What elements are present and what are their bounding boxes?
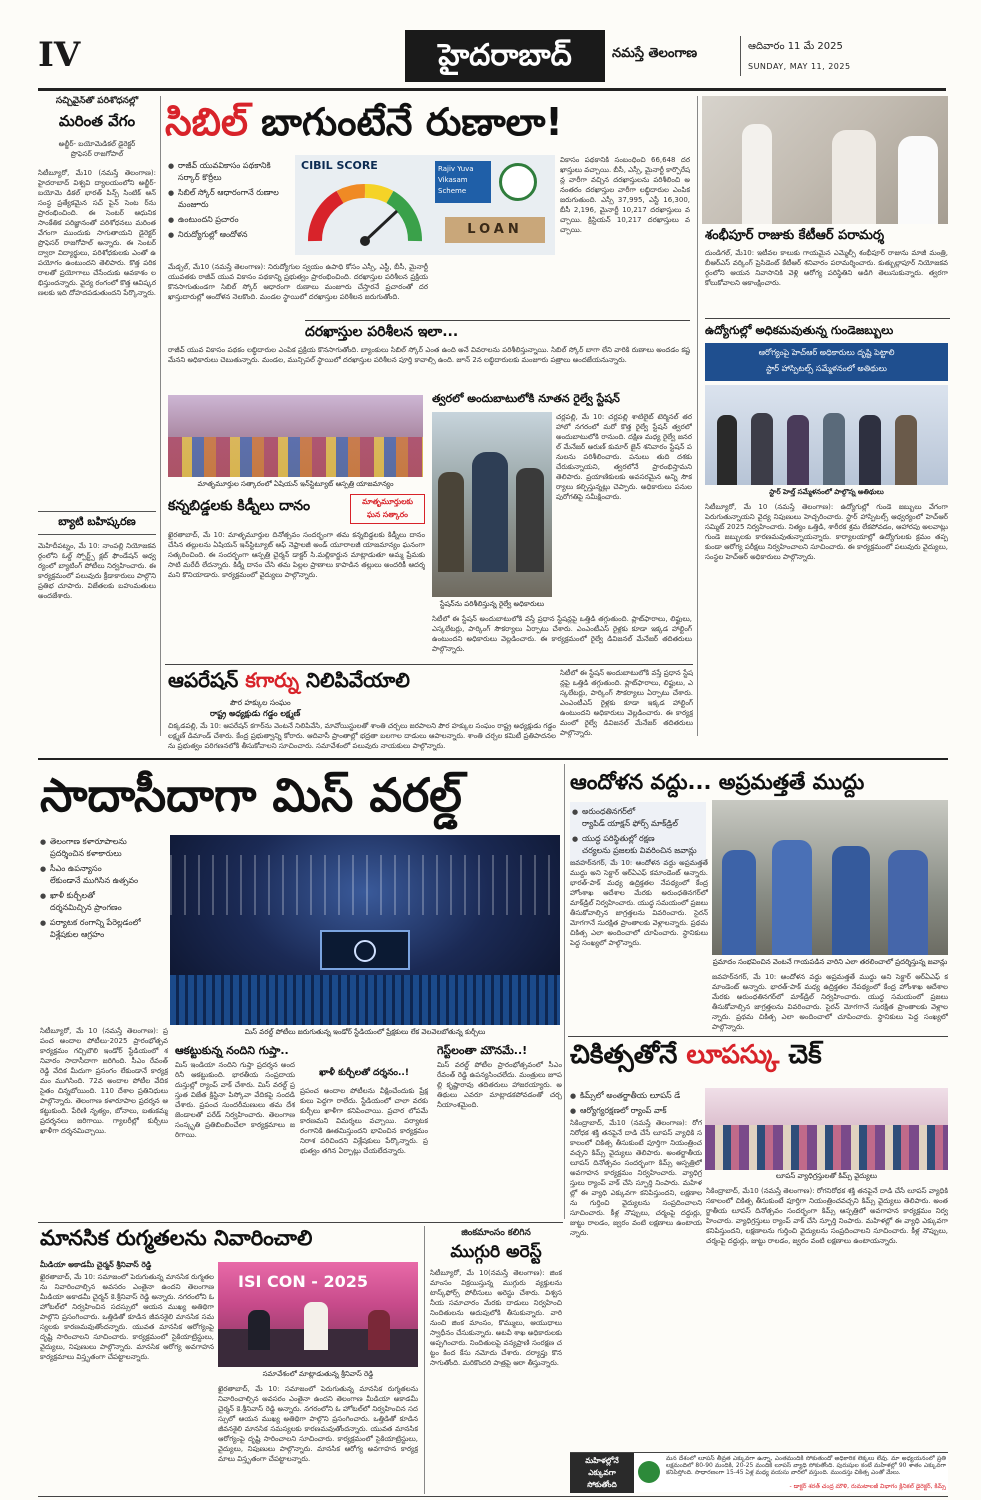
lupus-box-line-2: ఎక్కువగా	[588, 1468, 616, 1477]
left-headline: మరింత వేగం	[58, 112, 136, 130]
alert-photo	[712, 800, 948, 955]
lupus-box-line-3: సోకుతోంది	[587, 1480, 617, 1489]
miss-world-bullet: ● పర్యాటక రంగాన్ని పేరెల్లడంలో విశ్లేషకుల ఆగ్రహం	[40, 917, 168, 941]
lead-headline-red: సిబిల్	[165, 100, 248, 144]
left-sub-body: మెహిదీపట్నం, మే 10: నాంపల్లి నియోజకవర్గంలోని ఓల్డ్ స్పోర్ట్స్ క్లబ్ ఫౌండేషన్ ఆధ్వర్యంలో బ్యాటింగ్ పోటీలు నిర్వహించారు. ఈ కార్యక్రమంలో పలువురు క్రీడాకారులు పాల్గొని ప్రతిభ చూపారు. విజేతలకు బహుమతులు అందజేశారు.	[38, 542, 156, 600]
railway-photo-caption: స్టేషన్‌ను పరిశీలిస్తున్న రైల్వే అధికారులు	[439, 600, 545, 608]
section-title: హైదరాబాద్	[438, 38, 572, 73]
arrest-body: సిటీబ్యూరో, మే 10(నమస్తే తెలంగాణ): జింక మాంసం విక్రయిస్తున్న ముగ్గురు వ్యక్తులను టాస్క్‌ఫోర్స్ పోలీసులు అరెస్టు చేశారు. విశ్వసనీయ సమాచారం మేరకు దాడులు నిర్వహించి నిందితులను అదుపులోకి తీసుకున్నారు. వారి నుంచి జింక మాంసం, కొమ్ములు, ఆయుధాలు స్వాధీనం చేసుకున్నారు. అటవీ శాఖ అధికారులకు అప్పగించారు. నిందితులపై వన్యప్రాణి సంరక్షణ చట్టం కింద కేసు నమోదు చేశారు. దర్యాప్తు కొనసాగుతోంది. మరికొందరి పాత్రపై ఆరా తీస్తున్నారు.	[430, 1269, 562, 1367]
lead-headline-black: బాగుంటేనే రుణాలా!	[247, 100, 563, 144]
empty-chairs	[170, 975, 560, 1025]
scheme-label-1: Rajiv Yuva	[438, 165, 474, 173]
miss-world-photo	[170, 835, 560, 1025]
heart-photo-person	[859, 415, 881, 485]
miss-world-sub1: ఆకట్టుకున్న నందిని గుప్తా..	[175, 1044, 289, 1057]
railway-body: చర్లపల్లి, మే 10: చర్లపల్లి శాటిలైట్ టెర్మినల్ తరహాలో నగరంలో మరో కొత్త రైల్వే స్టేషన్ త్వరలో అందుబాటులోకి రానుంది. దక్షిణ మధ్య రైల్వే జనరల్ మేనేజర్ అరుణ్ కుమార్ జైన్ శనివారం స్టేషన్ పనులను పరిశీలించారు. పనులు తుది దశకు చేరుకున్నాయని, త్వరలోనే ప్రారంభిస్తామని తెలిపారు. ప్రయాణికులకు అవసరమైన అన్ని సౌకర్యాలు కల్పిస్తున్నట్లు చెప్పారు. అధికారులు పనుల పురోగతిపై సమీక్షించారు.	[556, 413, 692, 501]
miss-world-sub3-body: ప్రపంచ అందాల పోటీలను వీక్షించేందుకు ప్రేక్షకులు పెద్దగా రాలేదు. స్టేడియంలో చాలా వరకు కుర్చీలు ఖాళీగా కనిపించాయి. ప్రచార లోపమే కారణమని విమర్శలు వచ్చాయి. పర్యాటక రంగానికి ఊతమిస్తుందని భావించిన కార్యక్రమం నిరాశ పరిచిందని విశ్లేషకులు పేర్కొన్నారు. ప్రభుత్వం తగిన ఏర్పాట్లు చేయలేదన్నారు.	[300, 1087, 428, 1155]
alert-body-right: జవహర్‌నగర్, మే 10: ఆందోళన వద్దు అప్రమత్తతే ముద్దు అని సెక్టార్ ఆర్ఏఎఫ్ కమాండెంట్ అన్నారు. భారత్-పాక్ మధ్య ఉద్రిక్తతల నేపథ్యంలో కేంద్ర హోంశాఖ ఆదేశాల మేరకు అరుంధతినగర్‌లో మాక్‌డ్రిల్ నిర్వహించారు. యుద్ధ సమయంలో ప్రజలు తీసుకోవాల్సిన జాగ్రత్తలను వివరించారు. సైరన్ మోగగానే సురక్షిత ప్రాంతాలకు వెళ్లాలన్నారు. ప్రథమ చికిత్స ఎలా అందించాలో చూపించారు. స్థానికులు పెద్ద సంఖ్యలో పాల్గొన్నారు.	[712, 973, 948, 1031]
kagar-deck-2: రాష్ట్ర అధ్యక్షుడు గడ్డం లక్ష్మణ్	[210, 709, 301, 718]
masthead-rule	[38, 88, 946, 91]
mental-top-rule	[38, 1222, 563, 1223]
left-column	[38, 96, 156, 736]
miss-world-sub2-body: మిస్ వరల్డ్ పోటీల ప్రారంభోత్సవంలో సీఎం రేవంత్ రెడ్డి ఉపన్యసించలేదు. మంత్రులు జూపల్లి కృష్ణారావు తదితరులు హాజరయ్యారు. అతిథులు ఎవరూ మాట్లాడకపోవడంతో చర్చనీయాంశమైంది.	[437, 1061, 562, 1109]
miss-world-photo-caption: మిస్ వరల్డ్ పోటీలు జరుగుతున్న ఇండోర్ స్టేడియంలో ప్రేక్షకులు లేక వెలవెలబోతున్న కుర్చీలు	[244, 1028, 486, 1036]
alert-photo-jawan	[722, 850, 756, 955]
left-kicker: సచ్చివైన్‌తో పరిశోధనల్లో	[55, 96, 139, 106]
lupus-box-credit: - డాక్టర్ శరత్ చంద్ర మౌళి, రుమటాలజీ విభాగం క్లినికల్ డైరెక్టర్, కిమ్స్	[789, 1483, 946, 1490]
stage-screen	[320, 930, 410, 970]
railway-photo-person	[438, 472, 464, 572]
section-title-banner	[405, 30, 605, 82]
cibil-graphic	[295, 155, 555, 255]
left-byline-2: ప్రొఫెసర్ రాజగోపాల్	[70, 150, 124, 158]
miss-world-sub2: గెస్ట్‌లంతా మౌనమే..!	[437, 1044, 528, 1057]
mental-photo	[218, 1262, 418, 1367]
lead-headline	[165, 100, 690, 150]
miss-world-sub1-body: మిస్ ఇండియా నందిని గుప్తా ప్రదర్శన అందరినీ ఆకట్టుకుంది. భారతీయ సంప్రదాయ దుస్తుల్లో ర్యాంప్ వాక్ చేశారు. మిస్ వరల్డ్ ప్రస్తుత విజేత క్రిస్టినా పిస్కోవా వేదికపై సందడి చేశారు. ప్రపంచ సుందరీమణులు తమ దేశ జెండాలతో పరేడ్ నిర్వహించారు. తెలంగాణ సంస్కృతి ప్రతిబింబించేలా కార్యక్రమాలు జరిగాయి.	[175, 1061, 295, 1139]
kagar-deck-1: పౌర హక్కుల సంఘం	[230, 698, 291, 707]
lupus-box-icon	[638, 1461, 660, 1483]
ktr-body: దుండిగల్, మే10: ఇటీవల కాలుకు గాయమైన ఎమ్మెల్సీ శంభీపూర్ రాజును మాజీ మంత్రి, బీఆర్ఎస్ వర్కింగ్ ప్రెసిడెంట్ కేటీఆర్ శనివారం పరామర్శించారు. కుత్బుల్లాపూర్ నియోజకవర్గంలోని ఆయన నివాసానికి వెళ్లి ఆరోగ్య పరిస్థితిని అడిగి తెలుసుకున్నారు. త్వరగా కోలుకోవాలని ఆకాంక్షించారు.	[705, 249, 948, 287]
heart-photo-person	[895, 415, 917, 485]
alert-photo-jawan	[832, 846, 870, 955]
mental-photo-person	[368, 1310, 390, 1350]
kidney-tag-2: ఘన సత్కారం	[367, 510, 408, 519]
railway-body-right: సిటీలో ఈ స్టేషన్ అందుబాటులోకి వస్తే ప్రధాన స్టేషన్లపై ఒత్తిడి తగ్గుతుంది. ప్లాట్‌ఫారాలు, లిఫ్టులు, ఎస్కలేటర్లు, పార్కింగ్ సౌకర్యాలు ఏర్పాటు చేశారు. ఎంఎంటీఎస్ రైళ్లకు కూడా ఇక్కడ హాల్టింగ్ ఉంటుందని అధికారులు వెల్లడించారు. ఈ కార్యక్రమంలో రైల్వే డివిజనల్ మేనేజర్ తదితరులు పాల్గొన్నారు.	[432, 615, 692, 653]
lupus-box-line-1: మహిళల్లోనే	[585, 1456, 619, 1465]
mental-byline: మీడియా అకాడమీ చైర్మన్ శ్రీనివాస్ రెడ్డి	[40, 1260, 152, 1269]
heart-body: సిటీబ్యూరో, మే 10 (నమస్తే తెలంగాణ): ఉద్యోగుల్లో గుండె జబ్బులు వేగంగా పెరుగుతున్నాయని వైద్య నిపుణులు హెచ్చరించారు. స్టార్ హాస్పిటల్స్ ఆధ్వర్యంలో హెచ్‌ఆర్ సమ్మిట్ 2025 నిర్వహించారు. నిత్యం ఒత్తిడి, శారీరక శ్రమ లేకపోవడం, ఆహారపు అలవాట్లు గుండె జబ్బులకు కారణమవుతున్నాయన్నారు. కార్యాలయాల్లో ఉద్యోగులకు క్రమం తప్పకుండా ఆరోగ్య పరీక్షలు నిర్వహించాలని సూచించారు. ఈ కార్యక్రమంలో పలువురు వైద్యులు, సంస్థల హెచ్‌ఆర్ అధికారులు పాల్గొన్నారు.	[705, 503, 948, 561]
alert-body: జవహర్‌నగర్, మే 10: ఆందోళన వద్దు అప్రమత్తతే ముద్దు అని సెక్టార్ ఆర్ఏఎఫ్ కమాండెంట్ అన్నారు. భారత్-పాక్ మధ్య ఉద్రిక్తతల నేపథ్యంలో కేంద్ర హోంశాఖ ఆదేశాల మేరకు అరుంధతినగర్‌లో మాక్‌డ్రిల్ నిర్వహించారు. యుద్ధ సమయంలో ప్రజలు తీసుకోవాల్సిన జాగ్రత్తలను వివరించారు. సైరన్ మోగగానే సురక్షిత ప్రాంతాలకు వెళ్లాలన్నారు. ప్రథమ చికిత్స ఎలా అందించాలో చూపించారు. స్థానికులు పెద్ద సంఖ్యలో పాల్గొన్నారు.	[570, 859, 708, 947]
cibil-gauge-icon	[305, 179, 425, 249]
lead-bullet: ● నిరుద్యోగుల్లో ఆందోళన	[168, 229, 288, 241]
alert-photo-jawan	[772, 840, 812, 955]
lupus-bullet: ● కిమ్స్‌లో అంతర్జాతీయ లూపస్ డే	[570, 1090, 705, 1102]
alert-bullets	[570, 802, 706, 864]
heart-deck-box	[705, 343, 948, 381]
lead-body-right: వికాసం పథకానికి సంబంధించి 66,648 దరఖాస్తులు వచ్చాయి. బీసీ, ఎస్సీ, మైనార్టీ కార్పొరేషన్ల వారీగా వచ్చిన దరఖాస్తులను పరిశీలించి అనంతరం దరఖాస్తుల వారీగా లబ్ధిదారుల ఎంపిక జరుగుతుంది. ఎస్సీ 37,995, ఎస్టీ 16,300, బీసీ 2,196, మైనార్టీ 10,217 దరఖాస్తులు వచ్చాయి. క్రిస్టియన్ 10,217 దరఖాస్తులు వచ్చాయి.	[560, 156, 690, 234]
scheme-label-box	[435, 161, 491, 203]
lupus-photo-group	[705, 1125, 948, 1170]
stadium-lights	[170, 855, 560, 915]
date-english: SUNDAY, MAY 11, 2025	[748, 62, 851, 71]
cibil-score-label: CIBIL SCORE	[301, 159, 378, 172]
kagar-headline	[168, 668, 548, 697]
ktr-photo-person	[898, 136, 938, 224]
alert-photo-jawan	[888, 850, 928, 955]
section-rule	[38, 758, 948, 760]
arrest-headline: ముగ్గురి అరెస్ట్	[450, 1242, 542, 1262]
left-column-rule	[160, 96, 161, 736]
mental-body-right: ఖైరతాబాద్, మే 10: సమాజంలో పెరుగుతున్న మానసిక రుగ్మతలను నివారించాల్సిన అవసరం ఎంతైనా ఉందని తెలంగాణ మీడియా అకాడమీ చైర్మన్ కె.శ్రీనివాస్ రెడ్డి అన్నారు. నగరంలోని ఓ హోటల్‌లో నిర్వహించిన సదస్సులో ఆయన ముఖ్య అతిథిగా పాల్గొని ప్రసంగించారు. ఒత్తిడితో కూడిన జీవనశైలి మానసిక సమస్యలకు కారణమవుతోందన్నారు. యువత మానసిక ఆరోగ్యంపై దృష్టి సారించాలని సూచించారు. కార్యక్రమంలో సైకియాట్రిస్టులు, వైద్యులు, నిపుణులు పాల్గొన్నారు. మానసిక ఆరోగ్య అవగాహన కార్యక్రమాలు విస్తృతంగా చేపట్టాలన్నారు.	[218, 1385, 418, 1463]
bottom-rule	[38, 1496, 948, 1497]
mental-right-rule	[424, 1226, 425, 1494]
kagar-headline-3: ను నిలిపివేయాలి	[299, 668, 410, 692]
scheme-label-3: Scheme	[438, 187, 467, 195]
lupus-bullet: ● ఆర్యోగ్యరక్షణలో ర్యాంప్ వాక్	[570, 1105, 705, 1117]
ktr-photo	[702, 96, 948, 224]
center-column-rule	[697, 96, 698, 736]
kidney-photo-group	[168, 437, 423, 477]
heart-deck-2: స్టార్ హాస్పిటల్స్ సమ్మేళనంలో అతిథులు	[766, 364, 887, 373]
lead-body-left: మేడ్చల్, మే10 (నమస్తే తెలంగాణ): నిరుద్యోగుల స్వయం ఉపాధి కోసం ఎస్సీ, ఎస్టీ, బీసీ, మైనార్టీ యువతకు రాజీవ్ యువ వికాసం పథకాన్ని ప్రభుత్వం ప్రారంభించింది. దరఖాస్తుల పరిశీలన ప్రక్రియ కొనసాగుతుండగా సిబిల్ స్కోర్ ఆధారంగా రుణాలు మంజూరు చేస్తారనే ప్రచారంతో దరఖాస్తుదారుల్లో ఆందోళన నెలకొంది. మండల స్థాయిలో దరఖాస్తుల పరిశీలన జరుగుతోంది.	[168, 263, 428, 301]
mental-photo-person	[248, 1310, 270, 1350]
kidney-tag-box	[350, 494, 425, 524]
scheme-label-2: Vikasam	[438, 176, 468, 184]
kidney-body: ఖైరతాబాద్, మే 10: మాతృమూర్తుల దినోత్సవం సందర్భంగా తమ కన్నబిడ్డలకు కిడ్నీలు దానం చేసిన తల్లులను ఏషియన్ ఇన్‌స్టిట్యూట్ ఆఫ్ నెఫ్రాలజీ అండ్ యూరాలజీ యాజమాన్యం ఘనంగా సత్కరించింది. ఈ సందర్భంగా ఆస్పత్రి చైర్మన్ డాక్టర్ సి.మల్లికార్జున మాట్లాడుతూ అమ్మ ప్రేమకు సాటి మరేదీ లేదన్నారు. కిడ్నీ దానం చేసి తమ పిల్లల ప్రాణాలు కాపాడిన తల్లులు అందరికీ ఆదర్శమని కొనియాడారు. కార్యక్రమంలో వైద్యులు పాల్గొన్నారు.	[168, 531, 425, 579]
page-number: IV	[38, 35, 81, 75]
mental-headline: మానసిక రుగ్మతలను నివారించాలి	[40, 1226, 313, 1250]
kidney-headline: కన్నబిడ్డలకు కిడ్నీలు దానం	[168, 498, 311, 514]
lead-bullet: ● రాజీవ్ యువవికాసం పథకానికి సర్కార్ కొర్రీలు	[168, 160, 288, 184]
lead-bullet: ● ఉంటుందని ప్రచారం	[168, 214, 288, 226]
miss-world-bullet: ● ఖాళీ కుర్చీలతో దర్శనమిచ్చిన ప్రాంగణం	[40, 890, 168, 914]
lupus-top-rule	[568, 1036, 948, 1037]
paper-name: నమస్తే తెలంగాణ	[612, 46, 698, 61]
left-body: సిటీబ్యూరో, మే10 (నమస్తే తెలంగాణ): హైదరాబాద్ విశ్వవి ద్యాలయంలోని అల్జీర్- బయోమె డికల్ భారత్ పిన్స్ సింటిక్ ఆన్ సంస్థ ప్రత్యేకమైన సచ్ పైన్ సెంట ర్‌ను ప్రారంభించింది. ఈ సెంటర్ ఆధునిక సాంకేతిక పరిజ్ఞానంతో పరిశోధనలు మరింత వేగంగా ముందుకు సాగుతాయని డైరెక్టర్ ప్రొఫెసర్ రాజగోపాల్ అన్నారు. ఈ సెంటర్ ద్వారా విద్యార్థులు, పరిశోధకులకు ఎంతో ఉపయోగం ఉంటుందని తెలిపారు. కొత్త పరికరాలతో ప్రయోగాలు చేసేందుకు అవకాశం లభిస్తుందన్నారు. వైద్య రంగంలో కొత్త ఆవిష్కరణలకు ఇది దోహదపడుతుందని పేర్కొన్నారు.	[38, 169, 156, 297]
logo-icon	[354, 940, 376, 962]
lupus-bullets	[570, 1090, 705, 1120]
kidney-photo-caption: మాతృమూర్తుల సత్కారంలో ఏషియన్ ఇన్‌స్టిట్యూట్ ఆస్పత్రి యాజమాన్యం	[197, 480, 394, 488]
left-sub-headline: బ్యాటి బహిష్కరణ	[38, 511, 156, 535]
masthead-divider	[740, 36, 741, 76]
lead-sub-headline: దరఖాస్తుల పరిశీలన ఇలా...	[305, 320, 690, 343]
miss-world-bullet: ● సీఎం ఉపన్యాసం లేకుండానే ముగిసిన ఉత్సవం	[40, 863, 168, 887]
kagar-headline-2: కగార్	[245, 668, 299, 692]
mental-body: ఖైరతాబాద్, మే 10: సమాజంలో పెరుగుతున్న మానసిక రుగ్మతలను నివారించాల్సిన అవసరం ఎంతైనా ఉందని తెలంగాణ మీడియా అకాడమీ చైర్మన్ కె.శ్రీనివాస్ రెడ్డి అన్నారు. నగరంలోని ఓ హోటల్‌లో నిర్వహించిన సదస్సులో ఆయన ముఖ్య అతిథిగా పాల్గొని ప్రసంగించారు. ఒత్తిడితో కూడిన జీవనశైలి మానసిక సమస్యలకు కారణమవుతోందన్నారు. యువత మానసిక ఆరోగ్యంపై దృష్టి సారించాలని సూచించారు. కార్యక్రమంలో సైకియాట్రిస్టులు, వైద్యులు, నిపుణులు పాల్గొన్నారు. మానసిక ఆరోగ్య అవగాహన కార్యక్రమాలు విస్తృతంగా చేపట్టాలన్నారు.	[40, 1273, 214, 1361]
lupus-photo-caption: లూపస్ వ్యాధిగ్రస్తులతో కిమ్స్ వైద్యులు	[775, 1172, 878, 1180]
miss-world-right-rule	[564, 764, 565, 1219]
lupus-photo	[705, 1088, 948, 1170]
mental-banner-text: ISI CON - 2025	[238, 1272, 369, 1291]
date-telugu: ఆదివారం 11 మే 2025	[748, 41, 843, 52]
lupus-headline	[570, 1040, 950, 1076]
kagar-headline-1: ఆపరేషన్	[168, 668, 246, 692]
heart-photo-person	[717, 415, 737, 485]
lupus-body-right: సికింద్రాబాద్, మే10 (నమస్తే తెలంగాణ): రోగనిరోధక శక్తి తనపైనే దాడి చేసే లూపస్ వ్యాధికి సకాలంలో చికిత్స తీసుకుంటే పూర్తిగా నియంత్రించవచ్చని కిమ్స్ వైద్యులు తెలిపారు. అంతర్జాతీయ లూపస్ దినోత్సవం సందర్భంగా కిమ్స్ ఆస్పత్రిలో అవగాహన కార్యక్రమం నిర్వహించారు. వ్యాధిగ్రస్తులు ర్యాంప్ వాక్ చేసి స్ఫూర్తి నింపారు. మహిళల్లో ఈ వ్యాధి ఎక్కువగా కనిపిస్తుందని, లక్షణాలను గుర్తించి వైద్యులను సంప్రదించాలని సూచించారు. కీళ్ల నొప్పులు, చర్మంపై దద్దుర్లు, జుట్టు రాలడం, జ్వరం వంటి లక్షణాలు ఉంటాయన్నారు.	[706, 1187, 948, 1245]
heart-photo-caption: స్టార్ హెల్త్ సమ్మేళనంలో పాల్గొన్న అతిథులు	[769, 488, 884, 496]
heart-deck-1: ఆరోగ్యంపై హెచ్‌ఆర్ అధికారులు దృష్టి పెట్టాలి	[758, 348, 895, 357]
mental-photo-caption: సమావేశంలో మాట్లాడుతున్న శ్రీనివాస్ రెడ్డి	[262, 1370, 374, 1378]
miss-world-sub3: ఖాళీ కుర్చీలతో దర్శనం..!	[319, 1068, 409, 1078]
ktr-photo-person	[832, 130, 876, 224]
alert-photo-caption: ప్రమాదం సంభవించిన వెంటనే గాయపడిన వారిని ఎలా తరలించాలో ప్రదర్శిస్తున్న జవాన్లు	[712, 958, 948, 966]
heart-photo-person	[787, 415, 809, 485]
left-byline-1: అల్జీర్- బయోమెడికల్ డైరెక్టర్	[58, 140, 136, 148]
kidney-photo	[168, 395, 423, 477]
lupus-box-title	[570, 1453, 634, 1493]
railway-photo	[432, 412, 552, 597]
ktr-photo-person	[742, 124, 772, 224]
lupus-headline-3: కు చెక్	[779, 1040, 822, 1070]
kidney-tag-1: మాతృమూర్తులకు	[362, 497, 413, 506]
arrest-kicker: జింకమాంసం కలిగిన	[461, 1228, 531, 1238]
heart-photo-person	[751, 413, 773, 485]
railway-headline: త్వరలో అందుబాటులోకి నూతన రైల్వే స్టేషన్	[432, 392, 620, 405]
lead-bullets	[168, 160, 288, 244]
alert-bullet: ● అరుంధతినగర్‌లో ర్యాపిడ్ యాక్షన్ ఫోర్స్ మాక్‌డ్రిల్	[572, 806, 704, 830]
railway-photo-person	[516, 468, 544, 572]
railway-photo-person	[472, 452, 508, 572]
lead-bullet: ● సిబిల్ స్కోర్ ఆధారంగానే రుణాల మంజూరు	[168, 187, 288, 211]
heart-headline: ఉద్యోగుల్లో అధికమవుతున్న గుండెజబ్బులు	[705, 318, 950, 340]
lupus-body: సికింద్రాబాద్, మే10 (నమస్తే తెలంగాణ): రోగనిరోధక శక్తి తనపైనే దాడి చేసే లూపస్ వ్యాధికి సకాలంలో చికిత్స తీసుకుంటే పూర్తిగా నియంత్రించవచ్చని కిమ్స్ వైద్యులు తెలిపారు. అంతర్జాతీయ లూపస్ దినోత్సవం సందర్భంగా కిమ్స్ ఆస్పత్రిలో అవగాహన కార్యక్రమం నిర్వహించారు. వ్యాధిగ్రస్తులు ర్యాంప్ వాక్ చేసి స్ఫూర్తి నింపారు. మహిళల్లో ఈ వ్యాధి ఎక్కువగా కనిపిస్తుందని, లక్షణాలను గుర్తించి వైద్యులను సంప్రదించాలని సూచించారు. కీళ్ల నొప్పులు, చర్మంపై దద్దుర్లు, జుట్టు రాలడం, జ్వరం వంటి లక్షణాలు ఉంటాయన్నారు.	[570, 1119, 702, 1237]
kagar-body: చిక్కడపల్లి, మే 10: ఆపరేషన్ కగార్‌ను వెంటనే నిలిపివేసి, మావోయిస్టులతో శాంతి చర్చలు జరపాలని పౌర హక్కుల సంఘం రాష్ట్ర అధ్యక్షుడు గడ్డం లక్ష్మణ్ డిమాండ్ చేశారు. కేంద్ర ప్రభుత్వాన్ని కోరారు. ఆదివాసీ ప్రాంతాల్లో భద్రతా బలగాల దాడులు ఆపాలన్నారు. శాంతి చర్చల కమిటీ ప్రతిపాదనలను ప్రభుత్వం పరిగణనలోకి తీసుకోవాలని సూచించారు. సమావేశంలో పలువురు నాయకులు పాల్గొన్నారు.	[168, 722, 556, 750]
lupus-headline-1: చికిత్సతోనే	[570, 1040, 687, 1070]
miss-world-headline: సాదాసీదాగా మిస్ వరల్డ్	[40, 768, 462, 822]
ktr-headline: శంభీపూర్ రాజుకు కేటీఆర్ పరామర్శ	[705, 228, 885, 243]
loan-blocks: LOAN	[445, 217, 545, 243]
miss-world-body-left: సిటీబ్యూరో, మే 10 (నమస్తే తెలంగాణ): ప్రపంచ అందాల పోటీలు-2025 ప్రారంభోత్సవ కార్యక్రమం గచ్చిబౌలి ఇండోర్ స్టేడియంలో శనివారం సాదాసీదాగా జరిగింది. సీఎం రేవంత్ రెడ్డి వేదిక మీదుగా ప్రసంగం లేకుండానే కార్యక్రమం ముగిసింది. 72వ అందాల పోటీల వేదిక సైతం చిన్నబోయింది. 110 దేశాల ప్రతినిధులు పాల్గొన్నారు. తెలంగాణ కళారూపాల ప్రదర్శన ఆకట్టుకుంది. పేరిణి నృత్యం, బోనాలు, బతుకమ్మ ప్రదర్శనలు జరిగాయి. గ్యాలరీల్లో కుర్చీలు ఖాళీగా దర్శనమిచ్చాయి.	[40, 1027, 168, 1135]
lead-sub-body: రాజీవ్ యువ వికాసం పథకం లబ్ధిదారుల ఎంపిక ప్రక్రియ కొనసాగుతోంది. బ్యాంకులు సిబిల్ స్కోర్ ఎంత ఉంది అనే వివరాలను పరిశీలిస్తున్నాయి. సిబిల్ స్కోర్ బాగా లేని వారికి రుణాలు అందడం కష్టమేనని అధికారులు చెబుతున్నారు. మండల, మున్సిపల్ స్థాయిలో దరఖాస్తుల పరిశీలన పూర్తి కావాల్సి ఉంది. జూన్ 2న లబ్ధిదారులకు మంజూరు పత్రాలు అందజేయనున్నారు.	[168, 346, 690, 364]
kagar-body-right: సిటీలో ఈ స్టేషన్ అందుబాటులోకి వస్తే ప్రధాన స్టేషన్లపై ఒత్తిడి తగ్గుతుంది. ప్లాట్‌ఫారాలు, లిఫ్టులు, ఎస్కలేటర్లు, పార్కింగ్ సౌకర్యాలు ఏర్పాటు చేశారు. ఎంఎంటీఎస్ రైళ్లకు కూడా ఇక్కడ హాల్టింగ్ ఉంటుందని అధికారులు వెల్లడించారు. ఈ కార్యక్రమంలో రైల్వే డివిజనల్ మేనేజర్ తదితరులు పాల్గొన్నారు.	[560, 669, 693, 737]
telangana-emblem-icon	[499, 163, 537, 201]
miss-world-bullet: ● తెలంగాణ కళారూపాలను ప్రదర్శించిన కళాకారులు	[40, 836, 168, 860]
mental-photo-person	[304, 1302, 328, 1350]
alert-bullet: ● యుద్ధ పరిస్థితుల్లో రక్షణ చర్యలను ప్రజలకు వివరించిన జవాన్లు	[572, 833, 704, 857]
heart-photo	[705, 385, 948, 485]
alert-headline: ఆందోళన వద్దు... అప్రమత్తతే ముద్దు	[570, 770, 865, 794]
heart-photo-person	[823, 413, 845, 485]
lupus-box	[570, 1452, 948, 1492]
lupus-box-body: మన దేశంలో లూపస్ తీవ్రత ఎక్కువగా ఉన్నా, ఎంతమందికి సోకుతుందో అధికారిక లెక్కలు లేవు. మా అధ్యయనంలో ప్రతి లక్షమందిలో 80-90 మందికి, 20-25 మందికి లూపస్ వ్యాధి సోకుతోంది. పురుషుల కంటే మహిళల్లో 90 శాతం ఎక్కువగా కనిపిస్తోంది. సాధారణంగా 15-45 ఏళ్ల మధ్య వయసు వారిలో వస్తుంది. ముందస్తు చికిత్స ఎంతో మేలు.	[666, 1455, 946, 1476]
lupus-headline-2: లూపస్	[686, 1040, 780, 1070]
kagar-top-rule	[165, 664, 693, 665]
miss-world-bullets	[40, 836, 168, 944]
